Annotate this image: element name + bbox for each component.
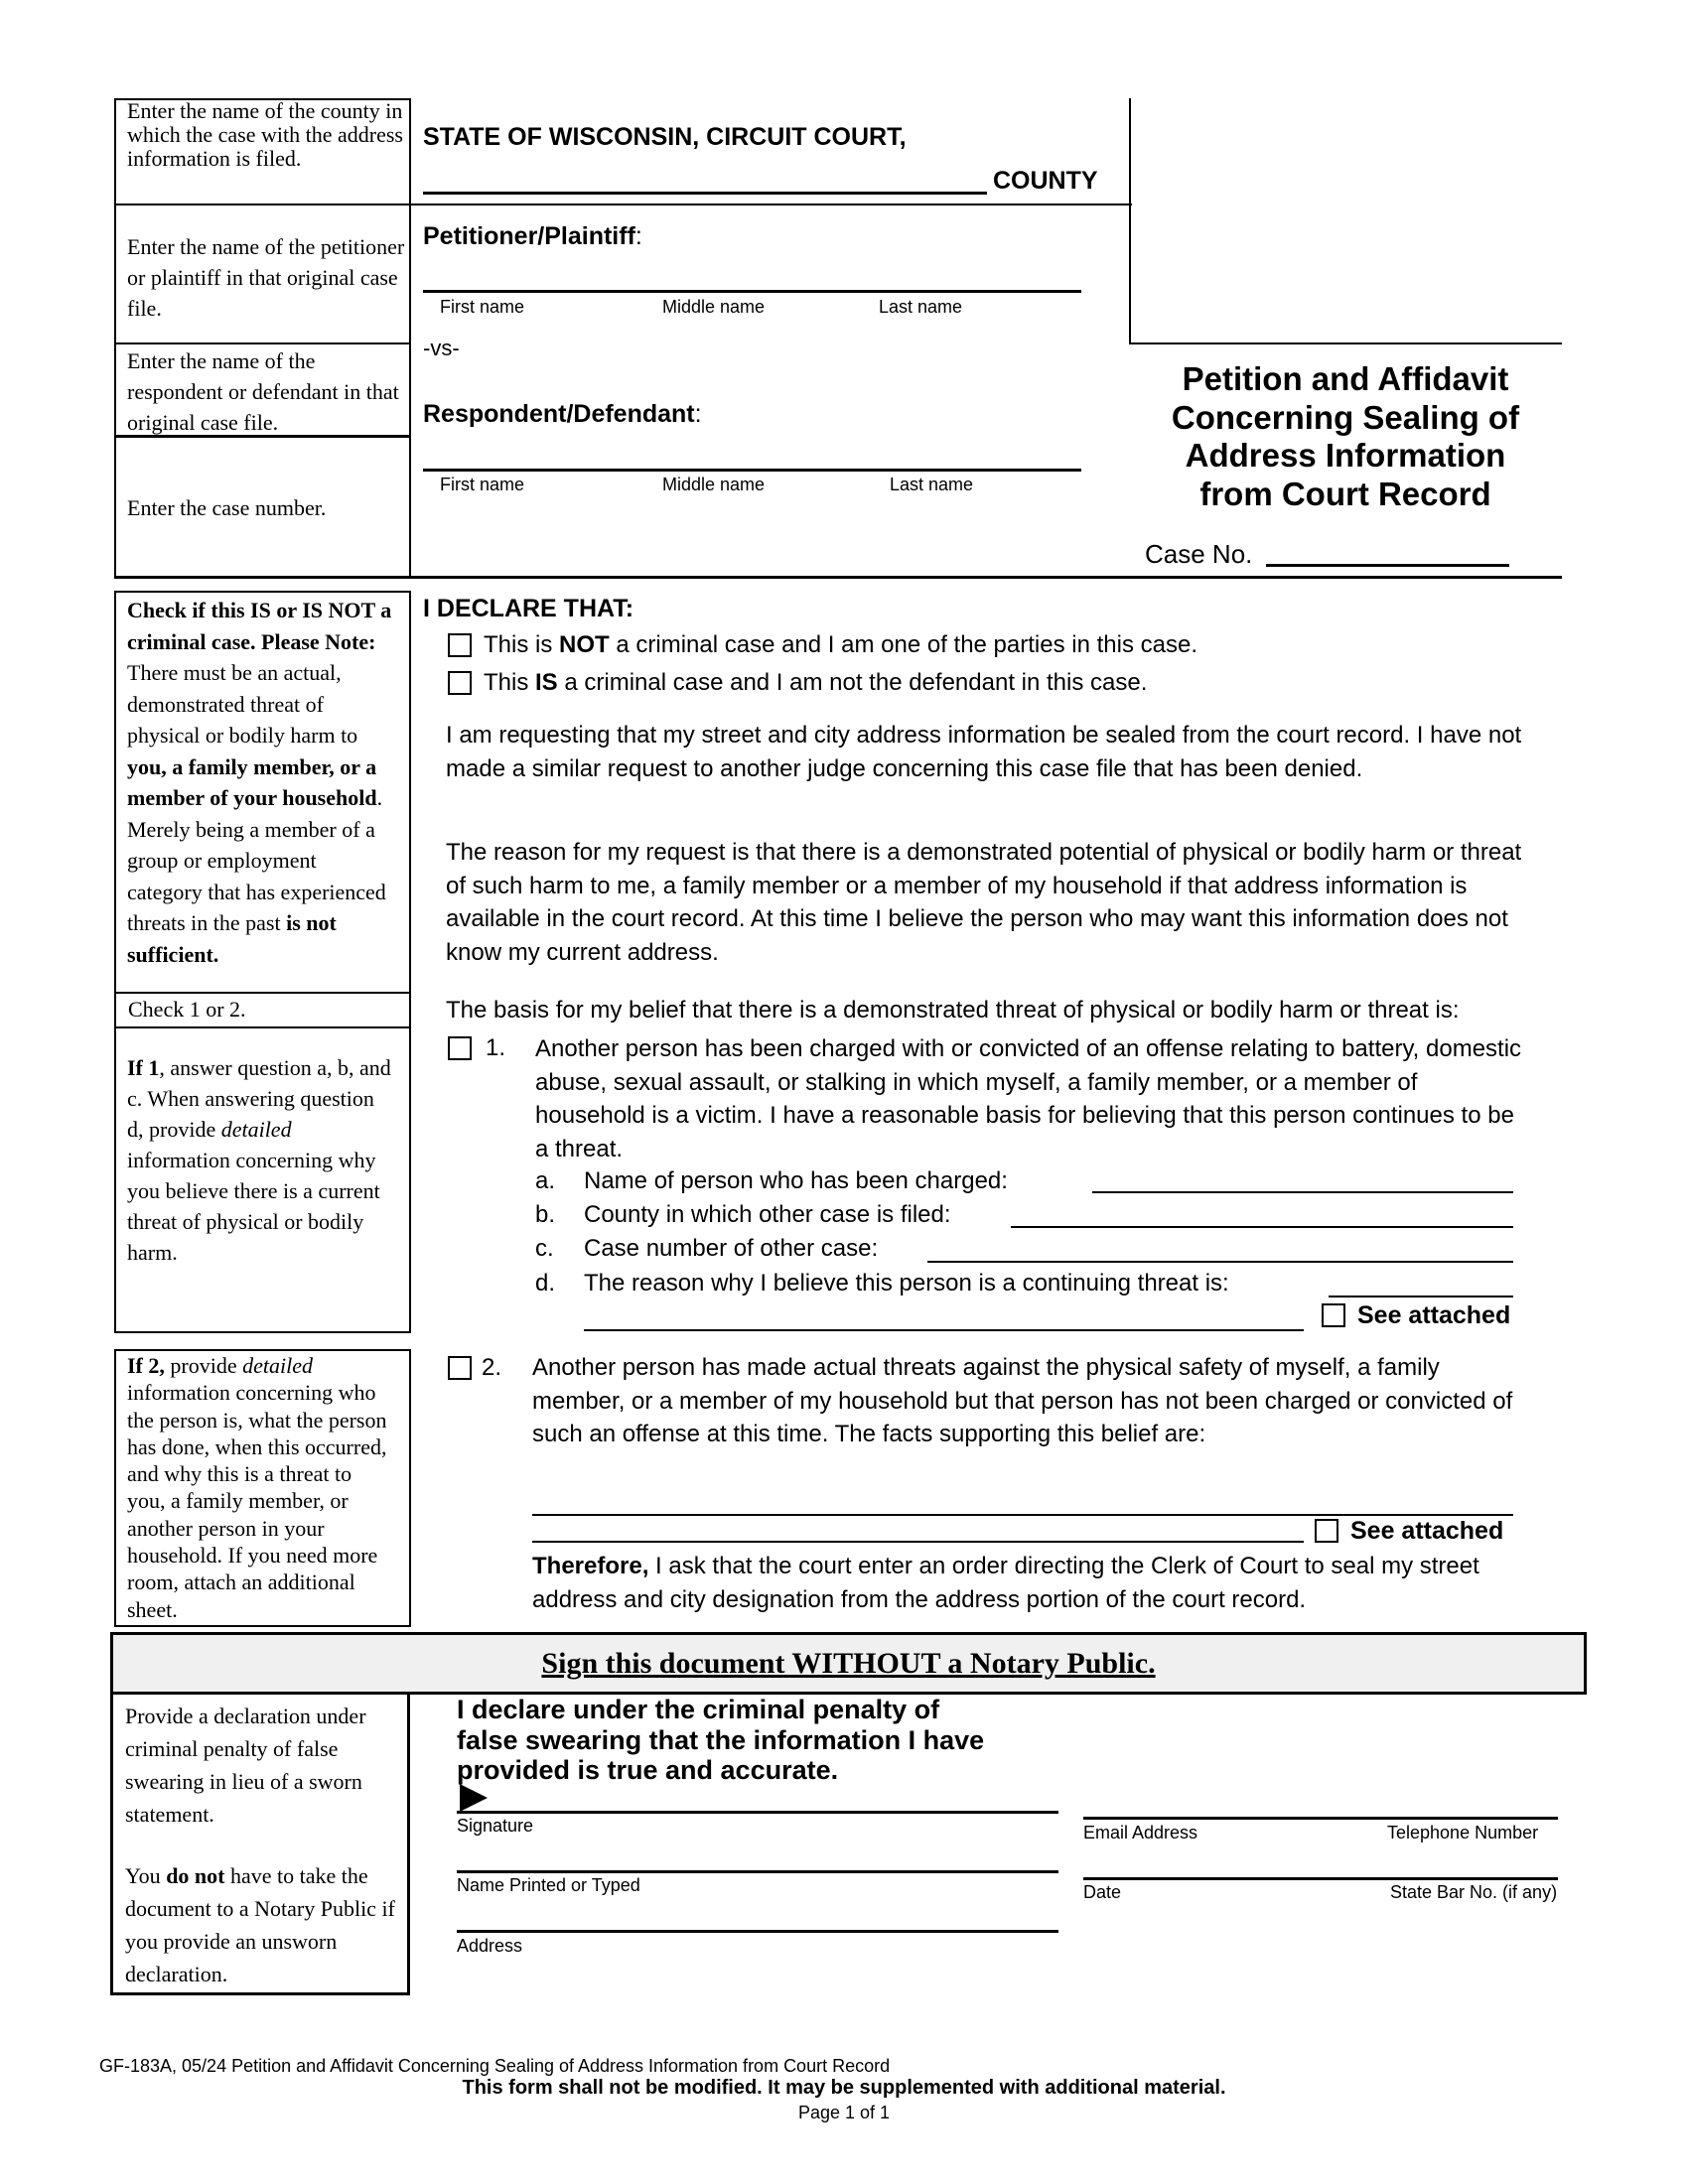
vs-label: -vs- xyxy=(423,336,460,360)
county-label: COUNTY xyxy=(993,167,1098,195)
middle-name-label: Middle name xyxy=(662,475,766,494)
name-printed-label: Name Printed or Typed xyxy=(457,1875,640,1895)
signature-line[interactable] xyxy=(457,1811,1058,1814)
divider xyxy=(1129,98,1131,344)
first-name-label: First name xyxy=(440,297,525,317)
respondent-label: Respondent/Defendant: xyxy=(423,400,702,428)
see-attached-label: See attached xyxy=(1350,1517,1504,1545)
name-printed-line[interactable] xyxy=(457,1870,1058,1873)
facts-input-line-2[interactable] xyxy=(532,1541,1304,1543)
sub-b-label: County in which other case is filed: xyxy=(584,1201,951,1228)
note-declaration: Provide a declaration under criminal penalty of false swearing in lieu of a sworn statement. xyxy=(125,1704,366,1827)
last-name-label: Last name xyxy=(890,475,974,494)
sign-banner xyxy=(110,1632,1587,1695)
divider xyxy=(114,576,1562,579)
form-title: Petition and Affidavit Concerning Sealing of Address Information from Court Record xyxy=(1171,360,1520,512)
item-2-checkbox[interactable] xyxy=(448,1356,472,1380)
note-respondent: Enter the name of the respondent or defendant in that original case file. xyxy=(127,348,399,435)
modification-notice: This form shall not be modified. It may be supplemented with additional material. xyxy=(462,2077,1226,2099)
see-attached-label: See attached xyxy=(1357,1301,1511,1329)
is-criminal-checkbox[interactable] xyxy=(448,671,472,695)
state-bar-label: State Bar No. (if any) xyxy=(1390,1882,1558,1902)
is-criminal-label: This IS a criminal case and I am not the defendant in this case. xyxy=(484,669,1148,696)
sub-a-label: Name of person who has been charged: xyxy=(584,1167,1008,1194)
threat-reason-input-line-2[interactable] xyxy=(584,1329,1304,1331)
sign-here-arrow-icon xyxy=(460,1784,488,1812)
threat-reason-input-line[interactable] xyxy=(1329,1296,1513,1297)
divider xyxy=(409,204,1132,205)
reason-paragraph: The reason for my request is that there is a demonstrated potential of physical or bodily harm or threat of such harm to me, a family member or a member of my household if that address information is available in the court record. At this time I believe the person who may want this information does not know my current address. xyxy=(446,839,1522,966)
note-county: Enter the name of the county in which the case with the address information is filed. xyxy=(127,98,403,171)
sub-b-letter: b. xyxy=(535,1201,556,1228)
petitioner-label: Petitioner/Plaintiff: xyxy=(423,222,642,250)
item-2-text: Another person has made actual threats against the physical safety of myself, a family member, or a member of my household but that person has not been charged or convicted of such an offense at this time. The facts supporting this belief are: xyxy=(532,1354,1513,1447)
item-2-number: 2. xyxy=(482,1354,502,1381)
page-number: Page 1 of 1 xyxy=(797,2103,891,2122)
sub-d-letter: d. xyxy=(535,1270,556,1297)
divider xyxy=(114,992,411,994)
date-label: Date xyxy=(1083,1882,1122,1902)
therefore-text: Therefore, I ask that the court enter an order directing the Clerk of Court to seal my street address and city designation from the address portion of the court record. xyxy=(532,1553,1479,1613)
email-label: Email Address xyxy=(1083,1823,1198,1843)
court-heading: STATE OF WISCONSIN, CIRCUIT COURT, xyxy=(423,123,907,151)
middle-name-label: Middle name xyxy=(662,297,766,317)
note-no-notary: You do not have to take the document to a Notary Public if you provide an unsworn declaration. xyxy=(125,1863,395,1986)
county-input-line[interactable] xyxy=(423,192,987,195)
sub-c-label: Case number of other case: xyxy=(584,1235,879,1262)
divider xyxy=(114,342,411,344)
case-no-label: Case No. xyxy=(1145,539,1253,569)
not-criminal-checkbox[interactable] xyxy=(448,633,472,657)
declaration-statement: I declare under the criminal penalty of false swearing that the information I have provided is true and accurate. xyxy=(457,1695,985,1785)
sub-d-label: The reason why I believe this person is a continuing threat is: xyxy=(584,1270,1229,1297)
charged-person-input-line[interactable] xyxy=(1092,1191,1513,1193)
divider xyxy=(114,204,411,205)
other-county-input-line[interactable] xyxy=(1011,1226,1513,1228)
declare-heading: I DECLARE THAT: xyxy=(423,595,634,622)
sub-c-letter: c. xyxy=(535,1235,554,1262)
item-1-number: 1. xyxy=(486,1034,506,1061)
item-1-see-attached-checkbox[interactable] xyxy=(1322,1303,1345,1327)
address-label: Address xyxy=(457,1936,523,1956)
item-2-see-attached-checkbox[interactable] xyxy=(1315,1519,1338,1543)
last-name-label: Last name xyxy=(879,297,963,317)
divider xyxy=(114,1026,411,1028)
note-criminal-check: Check if this IS or IS NOT a criminal case. Please Note: There must be an actual, demonstrated threat of physical or bodily harm to you, a family member, or a member of your household. Merely being a member of a group or employment category that has experienced threats in the past is not sufficient. xyxy=(127,598,392,967)
other-case-number-input-line[interactable] xyxy=(927,1261,1513,1263)
item-1-checkbox[interactable] xyxy=(448,1036,472,1060)
email-phone-line[interactable] xyxy=(1083,1817,1558,1820)
item-1-text: Another person has been charged with or convicted of an offense relating to battery, domestic abuse, sexual assault, or stalking in which myself, a family member, or a member of household is a victim. I have a reasonable basis for believing that this person continues to be a threat. xyxy=(535,1035,1522,1162)
facts-input-line[interactable] xyxy=(532,1514,1513,1516)
sub-a-letter: a. xyxy=(535,1167,556,1194)
request-paragraph: I am requesting that my street and city address information be sealed from the court record. I have not made a similar request to another judge concerning this case file that has been denied. xyxy=(446,722,1522,782)
date-bar-line[interactable] xyxy=(1083,1877,1558,1880)
respondent-name-line[interactable] xyxy=(423,469,1081,472)
note-case-number: Enter the case number. xyxy=(127,495,327,520)
telephone-label: Telephone Number xyxy=(1387,1823,1539,1843)
basis-text: The basis for my belief that there is a demonstrated threat of physical or bodily harm or threat is: xyxy=(446,997,1460,1024)
signature-label: Signature xyxy=(457,1816,534,1836)
not-criminal-label: This is NOT a criminal case and I am one of the parties in this case. xyxy=(484,631,1197,658)
note-if-1: If 1, answer question a, b, and c. When answering question d, provide detailed information concerning why you believe there is a current threat of physical or bodily harm. xyxy=(127,1055,391,1265)
note-petitioner: Enter the name of the petitioner or plaintiff in that original case file. xyxy=(127,234,405,321)
form-id-footer: GF-183A, 05/24 Petition and Affidavit Concerning Sealing of Address Information from Court Record xyxy=(99,2056,891,2076)
note-check-1-or-2: Check 1 or 2. xyxy=(128,997,246,1022)
case-no-input-line[interactable] xyxy=(1266,564,1509,567)
divider xyxy=(1129,342,1562,344)
first-name-label: First name xyxy=(440,475,525,494)
note-if-2: If 2, provide detailed information concerning who the person is, what the person has done, when this occurred, and why this is a threat to you, a family member, or another person in your household. If you need more room, attach an additional sheet. xyxy=(127,1353,387,1622)
petitioner-name-line[interactable] xyxy=(423,290,1081,293)
sign-banner-text: Sign this document WITHOUT a Notary Public. xyxy=(541,1647,1156,1680)
address-line[interactable] xyxy=(457,1930,1058,1933)
